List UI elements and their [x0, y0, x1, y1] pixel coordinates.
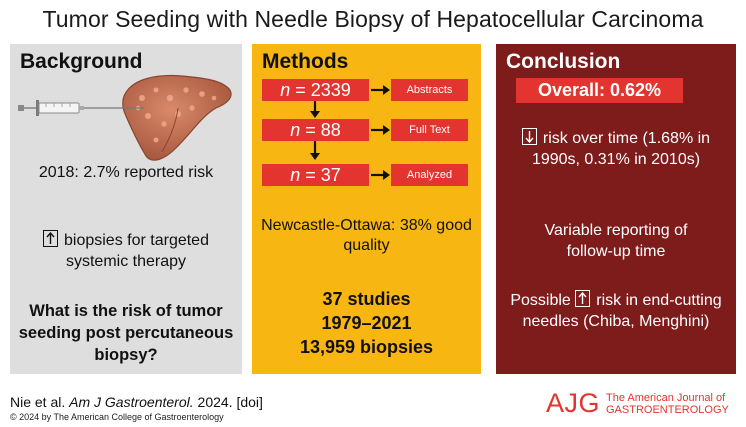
- methods-studies: 37 studies: [322, 289, 411, 309]
- background-panel: [10, 44, 242, 374]
- journal-name: [606, 392, 729, 416]
- n-label: n: [280, 80, 291, 100]
- arrow-up-icon: [43, 230, 58, 247]
- methods-panel: [252, 44, 481, 374]
- conclusion-needles-text: risk in end-cutting needles (Chiba, Menghini): [522, 292, 722, 330]
- citation-year-doi: 2024. [doi]: [197, 394, 263, 410]
- citation: [10, 394, 263, 410]
- methods-step-3-label: Analyzed: [391, 164, 468, 186]
- methods-biopsies: 13,959 biopsies: [299, 337, 434, 357]
- conclusion-needles-prefix: Possible: [510, 292, 571, 309]
- n-label: n: [290, 165, 301, 185]
- overall-rate-badge: Overall: 0.62%: [516, 78, 683, 103]
- ajg-logo: AJG: [546, 388, 601, 418]
- n-value: = 37: [305, 165, 341, 185]
- conclusion-needles: [496, 290, 736, 332]
- conclusion-heading: Conclusion: [506, 50, 621, 73]
- citation-journal: Am J Gastroenterol.: [69, 394, 194, 410]
- methods-step-2-label: Full Text: [391, 119, 468, 141]
- syringe-icon: [16, 96, 146, 120]
- background-biopsies-text: biopsies for targeted systemic therapy: [64, 232, 209, 270]
- methods-step-3-count: [262, 164, 369, 186]
- background-heading: Background: [20, 50, 143, 73]
- methods-years: 1979–2021: [321, 313, 412, 333]
- conclusion-risk-over-time-text: risk over time (1.68% in 1990s, 0.31% in 2010s): [531, 130, 711, 168]
- arrow-up-icon: [575, 290, 590, 307]
- conclusion-risk-over-time: [496, 128, 736, 170]
- n-value: = 88: [305, 120, 341, 140]
- background-risk-2018: 2018: 2.7% reported risk: [38, 164, 214, 181]
- methods-heading: Methods: [262, 50, 349, 73]
- journal-name-line1: The American Journal of: [606, 392, 726, 404]
- n-label: n: [290, 120, 301, 140]
- citation-authors: Nie et al.: [10, 394, 66, 410]
- page-title: Tumor Seeding with Needle Biopsy of Hepatocellular Carcinoma: [42, 6, 704, 32]
- conclusion-panel: [496, 44, 736, 374]
- n-value: = 2339: [295, 80, 351, 100]
- methods-step-1-count: [262, 79, 369, 101]
- background-question: What is the risk of tumor seeding post percutaneous biopsy?: [18, 302, 234, 364]
- conclusion-follow-up: Variable reporting of follow-up time: [544, 222, 688, 260]
- journal-name-line2: GASTROENTEROLOGY: [606, 404, 729, 416]
- methods-step-2-count: [262, 119, 369, 141]
- arrow-down-icon: [522, 128, 537, 145]
- methods-step-1-label: Abstracts: [391, 79, 468, 101]
- methods-quality: Newcastle-Ottawa: 38% good quality: [261, 217, 472, 254]
- copyright: © 2024 by The American College of Gastroenterology: [10, 412, 224, 422]
- background-biopsies-point: [10, 230, 242, 272]
